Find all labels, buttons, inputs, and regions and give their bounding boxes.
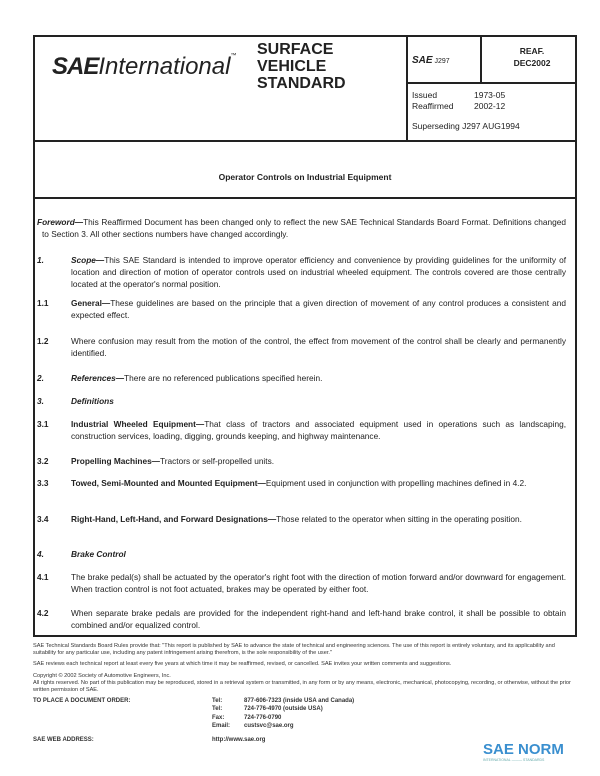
issued-label: Issued bbox=[412, 90, 438, 100]
section-paragraph bbox=[37, 254, 566, 290]
section-number: 1.2 bbox=[37, 336, 49, 346]
logo-international: International bbox=[98, 53, 231, 80]
section-number: 3.1 bbox=[37, 419, 49, 429]
logo-tm: ™ bbox=[230, 53, 237, 59]
footer-review: SAE reviews each technical report at least every five years at which time it may be reaffirmed, revised, or cancelled. SAE invites your written comments and suggestions. bbox=[33, 661, 452, 667]
section-content bbox=[71, 418, 566, 442]
section-number: 3. bbox=[37, 396, 44, 406]
section-content bbox=[37, 216, 566, 240]
section-heading: Brake Control bbox=[71, 549, 126, 559]
section-paragraph bbox=[37, 297, 566, 321]
section-number: 1.1 bbox=[37, 298, 49, 308]
section-content bbox=[71, 372, 566, 384]
section-paragraph bbox=[37, 418, 566, 442]
status-line: DEC2002 bbox=[513, 58, 551, 68]
section-heading: References— bbox=[71, 373, 125, 383]
section-paragraph bbox=[37, 571, 566, 595]
watermark-logo bbox=[483, 741, 564, 762]
section-paragraph bbox=[37, 216, 566, 240]
section-number: 1. bbox=[37, 255, 44, 265]
doc-sae: SAE bbox=[412, 55, 433, 66]
sae-logo bbox=[52, 53, 236, 81]
reaffirmed-label: Reaffirmed bbox=[412, 101, 454, 111]
section-text: This SAE Standard is intended to improve operator efficiency and convenience by providing guidelines for the uniformity of location and direction of motion of operator controls used on industrial wheeled equipment. The controls covered are those centrally located at the operator's normal position. bbox=[71, 255, 566, 289]
contact-label: Email: bbox=[212, 722, 231, 729]
section-heading: General— bbox=[71, 298, 111, 308]
contact-value: 724-776-4970 (outside USA) bbox=[244, 706, 323, 713]
section-heading: Scope— bbox=[71, 255, 105, 265]
std-line: VEHICLE bbox=[257, 58, 327, 75]
section-heading: Propelling Machines— bbox=[71, 456, 160, 466]
divider bbox=[480, 35, 482, 83]
section-text: When separate brake pedals are provided for the independent right-hand and left-hand brake control, it shall be possible to obtain combined and/or equalized control. bbox=[71, 608, 566, 630]
std-line: SURFACE bbox=[257, 41, 334, 58]
doc-number-text: J297 bbox=[434, 58, 450, 65]
section-text: Where confusion may result from the motion of the control, the effect from movement of the control shall be clearly and permanently identified. bbox=[71, 336, 566, 358]
section-number: 2. bbox=[37, 373, 44, 383]
footer-copyright: Copyright © 2002 Society of Automotive Engineers, Inc. bbox=[33, 673, 171, 679]
issued-value: 1973-05 bbox=[474, 90, 506, 100]
std-line: STANDARD bbox=[257, 75, 346, 92]
section-paragraph bbox=[37, 395, 566, 407]
section-text: Equipment used in conjunction with propelling machines defined in 4.2. bbox=[265, 478, 527, 488]
divider bbox=[406, 82, 577, 84]
section-heading: Towed, Semi-Mounted and Mounted Equipment— bbox=[71, 478, 266, 488]
section-heading: Right-Hand, Left-Hand, and Forward Designations— bbox=[71, 514, 277, 524]
section-paragraph bbox=[37, 477, 566, 489]
divider bbox=[33, 140, 577, 142]
section-text: The brake pedal(s) shall be actuated by the operator's right foot with the direction of motion forward and/or downward for engagement. When traction control is not foot actuated, brakes may be operated by either foot. bbox=[71, 572, 566, 594]
section-paragraph bbox=[37, 455, 566, 467]
section-paragraph bbox=[37, 513, 566, 525]
doc-number bbox=[412, 55, 450, 66]
contact-label: Fax: bbox=[212, 714, 225, 721]
contact-label: Tel: bbox=[212, 706, 223, 713]
status bbox=[491, 45, 573, 69]
section-content bbox=[71, 395, 566, 407]
section-text: These guidelines are based on the principle that a given direction of movement of any control produces a consistent and expected effect. bbox=[71, 298, 566, 320]
section-content bbox=[71, 477, 566, 489]
section-content bbox=[71, 607, 566, 631]
footer-rights: All rights reserved. No part of this publication may be reproduced, stored in a retrieval system or transmitted, in any form or by any means, electronic, mechanical, photocopying, recording, or otherwise, without the prior written permission of SAE. bbox=[33, 680, 571, 693]
section-number: 4. bbox=[37, 549, 44, 559]
section-number: 3.4 bbox=[37, 514, 49, 524]
section-content bbox=[71, 513, 566, 525]
watermark-sub: INTERNATIONAL ——— STANDARDS bbox=[483, 758, 545, 762]
section-paragraph bbox=[37, 335, 566, 359]
section-text: This Reaffirmed Document has been changed only to reflect the new SAE Technical Standards Board Format. Definitions changed to Section 3. All other sections numbers have changed accordingly. bbox=[42, 217, 566, 239]
footer-rules: SAE Technical Standards Board Rules provide that: "This report is published by SAE to advance the state of technical and engineering sciences. The use of this report is entirely voluntary, and its applicability and suitability for any particular use, including any patent infringement arising therefrom, is the sole responsibility of the user." bbox=[33, 643, 555, 656]
section-number: 3.2 bbox=[37, 456, 49, 466]
section-text: There are no referenced publications specified herein. bbox=[124, 373, 323, 383]
section-heading: Foreword— bbox=[37, 217, 84, 227]
standard-type bbox=[257, 41, 346, 92]
section-text: Tractors or self-propelled units. bbox=[159, 456, 275, 466]
contact-value: 877-606-7323 (inside USA and Canada) bbox=[244, 698, 355, 704]
order-label: TO PLACE A DOCUMENT ORDER: bbox=[33, 698, 131, 704]
section-paragraph bbox=[37, 372, 566, 384]
section-number: 3.3 bbox=[37, 478, 49, 488]
contact-value[interactable]: custsvc@sae.org bbox=[244, 722, 294, 729]
divider bbox=[406, 35, 408, 141]
section-paragraph bbox=[37, 548, 566, 560]
contact-value: 724-776-0790 bbox=[244, 714, 282, 721]
section-text: That class of tractors and associated equipment used in operations such as landscaping, construction services, loading, digging, grounds keeping, and highway maintenance. bbox=[71, 419, 566, 441]
section-content bbox=[71, 548, 566, 560]
status-line: REAF. bbox=[519, 46, 545, 56]
section-content bbox=[71, 571, 566, 595]
contact-label: Tel: bbox=[212, 698, 223, 704]
section-content bbox=[71, 254, 566, 290]
logo-sae: SAE bbox=[52, 53, 99, 80]
superseding: Superseding J297 AUG1994 bbox=[412, 121, 520, 131]
watermark-text: SAE NORM bbox=[483, 741, 564, 758]
section-paragraph bbox=[37, 607, 566, 631]
section-number: 4.1 bbox=[37, 572, 49, 582]
section-heading: Definitions bbox=[71, 396, 114, 406]
section-text: Those related to the operator when sitting in the operating position. bbox=[276, 514, 522, 524]
issue-dates bbox=[412, 90, 536, 112]
section-content bbox=[71, 455, 566, 467]
divider bbox=[33, 197, 577, 199]
section-content bbox=[71, 297, 566, 321]
section-heading: Industrial Wheeled Equipment— bbox=[71, 419, 205, 429]
web-link[interactable]: http://www.sae.org bbox=[212, 737, 266, 743]
reaffirmed-value: 2002-12 bbox=[474, 101, 506, 111]
section-content bbox=[71, 335, 566, 359]
document-title: Operator Controls on Industrial Equipment bbox=[218, 172, 392, 182]
web-label: SAE WEB ADDRESS: bbox=[33, 737, 94, 743]
section-number: 4.2 bbox=[37, 608, 49, 618]
